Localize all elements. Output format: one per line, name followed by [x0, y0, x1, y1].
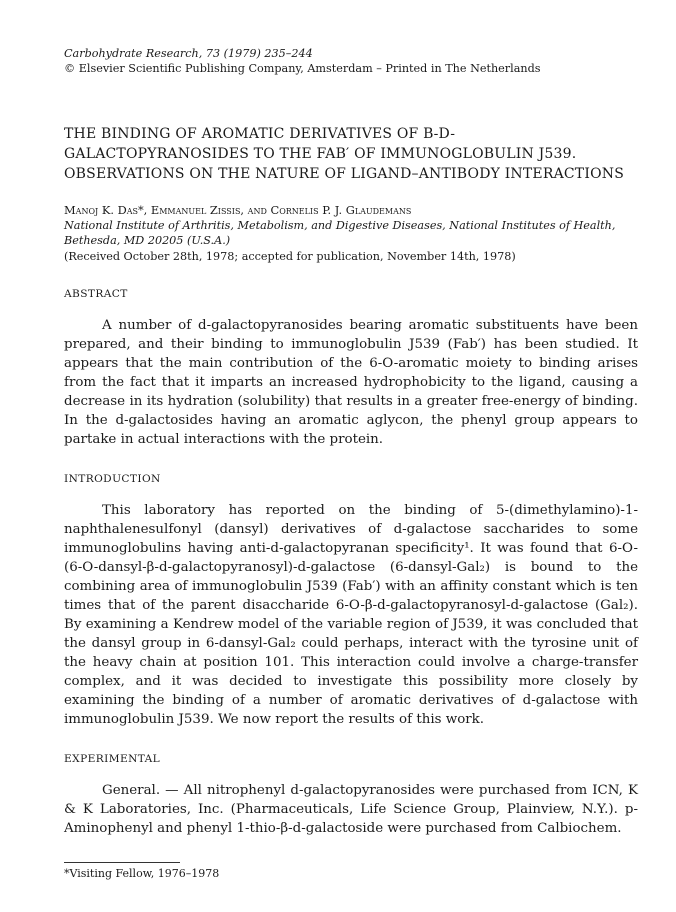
- introduction-heading: INTRODUCTION: [64, 473, 161, 485]
- received-dates: (Received October 28th, 1978; accepted for publication, November 14th, 1978): [64, 250, 516, 263]
- affiliation: National Institute of Arthritis, Metabolism, and Digestive Diseases, National Institutes of Health, Bethesda, MD 20205 (U.S.A.): [64, 219, 616, 247]
- publisher-line: © Elsevier Scientific Publishing Company, Amsterdam – Printed in The Netherlands: [64, 62, 541, 75]
- experimental-heading: EXPERIMENTAL: [64, 753, 161, 765]
- article-title: THE BINDING OF AROMATIC DERIVATIVES OF Β-D-GALACTOPYRANOSIDES TO THE FAB′ OF IMMUNOGLOBULIN J539. OBSERVATIONS ON THE NATURE OF LIGAND–ANTIBODY INTERACTIONS: [64, 126, 624, 182]
- abstract-text: A number of d-galactopyranosides bearing aromatic substituents have been prepared, and their binding to immunoglobulin J539 (Fab′) has been studied. It appears that the main contribution of the 6-O-aromatic moiety to binding arises from the fact that it imparts an increased hydrophobicity to the ligand, causing a decrease in its hydration (solubility) that results in a greater free-energy of binding. In the d-galactosides having an aromatic aglycon, the phenyl group appears to partake in actual interactions with the protein.: [64, 318, 638, 447]
- abstract-heading: ABSTRACT: [64, 288, 128, 300]
- journal-citation: Carbohydrate Research, 73 (1979) 235–244: [64, 47, 313, 60]
- experimental-text: General. — All nitrophenyl d-galactopyranosides were purchased from ICN, K & K Laboratories, Inc. (Pharmaceuticals, Life Science Group, Plainview, N.Y.). p-Aminophenyl and phenyl 1-thio-β-d-galactoside were purchased from Calbiochem.: [64, 783, 638, 836]
- journal-header: [64, 46, 638, 76]
- footnote: *Visiting Fellow, 1976–1978: [64, 867, 220, 880]
- footnote-divider: [64, 862, 180, 863]
- author-list: Manoj K. Das*, Emmanuel Zissis, and Cornelis P. J. Glaudemans: [64, 203, 412, 217]
- introduction-text: This laboratory has reported on the binding of 5-(dimethylamino)-1-naphthalenesulfonyl (dansyl) derivatives of d-galactose saccharides to some immunoglobulins having anti-d-galactopyranan specificity¹. It was found that 6-O-(6-O-dansyl-β-d-galactopyranosyl)-d-galactose (6-dansyl-Gal₂) is bound to the combining area of immunoglobulin J539 (Fab′) with an affinity constant which is ten times that of the parent disaccharide 6-O-β-d-galactopyranosyl-d-galactose (Gal₂). By examining a Kendrew model of the variable region of J539, it was concluded that the dansyl group in 6-dansyl-Gal₂ could perhaps, interact with the tyrosine unit of the heavy chain at position 101. This interaction could involve a charge-transfer complex, and it was decided to investigate this possibility more closely by examining the binding of a number of aromatic derivatives of d-galactose with immunoglobulin J539. We now report the results of this work.: [64, 503, 638, 727]
